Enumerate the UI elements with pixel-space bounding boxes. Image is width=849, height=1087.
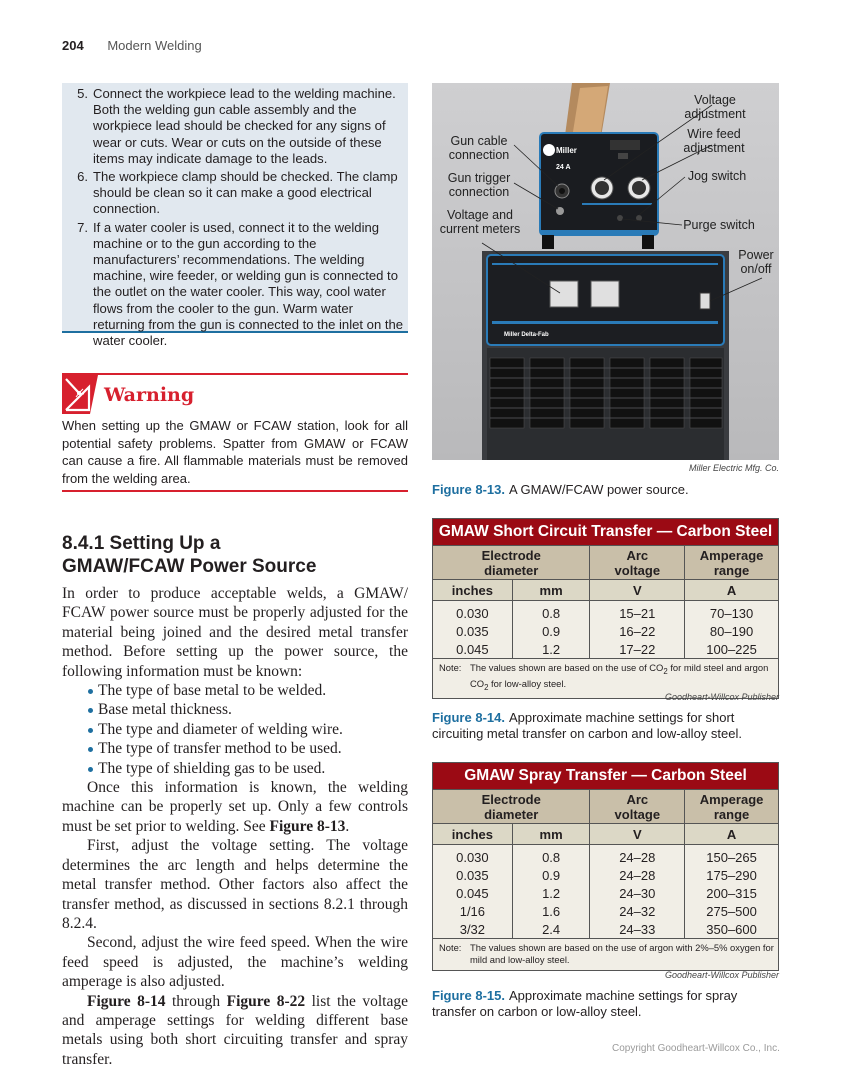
paragraph-4: Second, adjust the wire feed speed. When the wire feed speed is adjusted, the machine’s welding amperage is also adjusted. (62, 934, 408, 991)
cell: 80–190 (685, 622, 779, 640)
step-item (62, 220, 408, 350)
cell: 0.030 (433, 601, 513, 623)
unit-amps: A (685, 824, 779, 845)
step-text: If a water cooler is used, connect it to the welding machine or to the gun according to the manufacturers’ recommendations. The welding machine, wire feeder, or welding gun is connected to the outlet on the water cooler. This way, cool water flows from the cooler to the gun. Warm water returning from the gun is connected to the inlet on the water cooler. (93, 219, 404, 349)
figure-8-14-table-wrap (432, 518, 779, 699)
step-item (62, 86, 408, 167)
note-text: The values shown are based on the use of $CO_2$ for mild steel and argon $CO_2$ for low-alloy steel. (470, 662, 769, 692)
copyright-notice: Copyright Goodheart-Willcox Co., Inc. (612, 1043, 780, 1054)
figure-8-13-caption (432, 482, 782, 498)
cell: 24–28 (590, 866, 685, 884)
header-arc-voltage: Arc voltage (590, 546, 685, 580)
table-row (433, 622, 779, 640)
book-title: Modern Welding (107, 38, 202, 53)
bullet-item: Base metal thickness. (88, 700, 408, 719)
caption-text: Approximate machine settings for spray transfer on carbon or low-alloy steel. (432, 988, 738, 1019)
header-amperage-range: Amperage range (685, 790, 779, 824)
figure-ref: Figure 8-13 (269, 817, 346, 835)
note-label: Note: (439, 942, 462, 953)
cell: 24–32 (590, 902, 685, 920)
figure-ref: Figure 8-22 (226, 992, 306, 1010)
photo-credit: Miller Electric Mfg. Co. (688, 463, 779, 473)
bullet-item: The type of shielding gas to be used. (88, 759, 408, 778)
svg-text:Miller Delta-Fab: Miller Delta-Fab (504, 332, 549, 338)
step-number: 5. (77, 86, 88, 101)
unit-inches: inches (433, 580, 513, 601)
cell: 275–500 (685, 902, 779, 920)
cell: 24–33 (590, 920, 685, 939)
unit-volts: V (590, 824, 685, 845)
cell: 0.9 (512, 622, 590, 640)
cell: 1.2 (512, 884, 590, 902)
step-number: 6. (77, 169, 88, 185)
label-wire-feed-adjustment: Wire feed adjustment (683, 127, 745, 155)
p2-end: . (345, 817, 350, 835)
warning-top-rule (62, 373, 408, 375)
warning-title: Warning (104, 384, 195, 406)
warning-bottom-rule (62, 490, 408, 492)
cell: 0.030 (433, 845, 513, 867)
cell: 200–315 (685, 884, 779, 902)
unit-mm: mm (512, 824, 590, 845)
figure-8-15-caption (432, 988, 782, 1020)
requirements-list (62, 681, 408, 778)
section-title-line1: Setting Up a (109, 533, 221, 554)
label-gun-cable-connection: Gun cable connection (448, 134, 510, 162)
cell: 24–28 (590, 845, 685, 867)
label-voltage-adjustment: Voltage adjustment (684, 93, 746, 121)
section-title-line2: GMAW/FCAW Power Source (62, 556, 317, 577)
paragraph-3: First, adjust the voltage setting. The voltage determines the arc length and helps determine the metal transfer method. Other factors also affect the transfer method, as discussed in sections 8.2.1 through 8.2.4. (62, 837, 408, 932)
figure-8-14-caption (432, 710, 782, 742)
cell: 150–265 (685, 845, 779, 867)
unit-amps: A (685, 580, 779, 601)
cell: 1/16 (433, 902, 513, 920)
cell: 100–225 (685, 640, 779, 659)
body-text (62, 584, 408, 1069)
short-circuit-settings-table (432, 518, 779, 699)
header-electrode-diameter: Electrode diameter (433, 790, 590, 824)
label-purge-switch: Purge switch (683, 218, 755, 232)
unit-mm: mm (512, 580, 590, 601)
bullet-item: The type and diameter of welding wire. (88, 720, 408, 739)
cell: 0.8 (512, 601, 590, 623)
cell: 70–130 (685, 601, 779, 623)
bullet-item: The type of base metal to be welded. (88, 681, 408, 700)
cell: 0.035 (433, 622, 513, 640)
table-row (433, 866, 779, 884)
cell: 0.8 (512, 845, 590, 867)
cell: 16–22 (590, 622, 685, 640)
warning-text: When setting up the GMAW or FCAW station, look for all potential safety problems. Spatter from GMAW or FCAW can cause a fire. All flammable materials must be removed from the welding area. (62, 418, 408, 486)
intro-paragraph: In order to produce acceptable welds, a GMAW/ FCAW power source must be properly adjusted for the material being joined and the desired metal transfer method. Before setting up the power source, the following information must be known: (62, 585, 408, 680)
cell: 17–22 (590, 640, 685, 659)
label-gun-trigger-connection: Gun trigger connection (447, 171, 511, 199)
caption-number: Figure 8-14. (432, 710, 505, 725)
note-label: Note: (439, 662, 462, 673)
table-title: GMAW Short Circuit Transfer — Carbon Steel (433, 519, 779, 546)
unit-volts: V (590, 580, 685, 601)
cell: 0.045 (433, 884, 513, 902)
note-text: The values shown are based on the use of argon with 2%–5% oxygen for mild and low-alloy steel. (470, 942, 774, 965)
welding-spark-warning-icon (62, 375, 98, 414)
cell: 24–30 (590, 884, 685, 902)
page-number: 204 (62, 38, 84, 53)
table-row (433, 601, 779, 623)
cell: 1.2 (512, 640, 590, 659)
header-arc-voltage: Arc voltage (590, 790, 685, 824)
cell: 0.045 (433, 640, 513, 659)
cell: 0.035 (433, 866, 513, 884)
step-number: 7. (77, 219, 88, 235)
caption-text: Approximate machine settings for short circuiting metal transfer on carbon and low-alloy steel. (432, 710, 742, 741)
cell: 3/32 (433, 920, 513, 939)
step-item (62, 169, 408, 218)
cell: 15–21 (590, 601, 685, 623)
step-text: The workpiece clamp should be checked. The clamp should be clean so it can make a good electrical connection. (93, 169, 398, 217)
table-row (433, 902, 779, 920)
step-text: Connect the workpiece lead to the welding machine. Both the welding gun cable assembly and the workpiece lead should be checked for any signs of wear or cuts. Wear or cuts on the outside of these items may indicate damage to the leads. (93, 86, 396, 166)
cell: 2.4 (512, 920, 590, 939)
spray-transfer-settings-table (432, 762, 779, 971)
table-credit: Goodheart-Willcox Publisher (665, 970, 779, 980)
welding-machine-photo (432, 83, 779, 460)
paragraph-5 (62, 992, 408, 1070)
svg-text:Miller: Miller (556, 146, 577, 155)
steps-box (62, 83, 408, 349)
p5-mid: through (165, 992, 227, 1010)
cell: 1.6 (512, 902, 590, 920)
bullet-item: The type of transfer method to be used. (88, 739, 408, 758)
figure-8-15-table-wrap (432, 762, 779, 971)
table-credit: Goodheart-Willcox Publisher (665, 692, 779, 702)
section-heading (62, 532, 412, 578)
cell: 175–290 (685, 866, 779, 884)
header-amperage-range: Amperage range (685, 546, 779, 580)
unit-inches: inches (433, 824, 513, 845)
table-row (433, 845, 779, 867)
steps-list (62, 83, 408, 349)
svg-text:24 A: 24 A (556, 164, 571, 171)
running-head (62, 38, 202, 53)
figure-ref: Figure 8-14 (87, 992, 166, 1010)
table-row (433, 884, 779, 902)
label-jog-switch: Jog switch (687, 169, 747, 183)
paragraph-2 (62, 778, 408, 836)
caption-number: Figure 8-15. (432, 988, 505, 1003)
table-row (433, 640, 779, 659)
header-electrode-diameter: Electrode diameter (433, 546, 590, 580)
table-title: GMAW Spray Transfer — Carbon Steel (433, 763, 779, 790)
section-number: 8.4.1 (62, 533, 105, 554)
table-note (433, 939, 779, 971)
label-voltage-current-meters: Voltage and current meters (439, 208, 521, 236)
caption-number: Figure 8-13. (432, 482, 505, 497)
caption-text: A GMAW/FCAW power source. (508, 482, 689, 497)
p5-text: list the voltage and amperage settings for welding different base metals using both short circuiting transfer and spray transfer. (62, 992, 408, 1068)
cell: 350–600 (685, 920, 779, 939)
label-power-on-off: Power on/off (738, 248, 774, 276)
cell: 0.9 (512, 866, 590, 884)
p2-text: Once this information is known, the welding machine can be properly set up. Only a few controls must be set prior to welding. See (62, 779, 408, 835)
table-row (433, 920, 779, 939)
